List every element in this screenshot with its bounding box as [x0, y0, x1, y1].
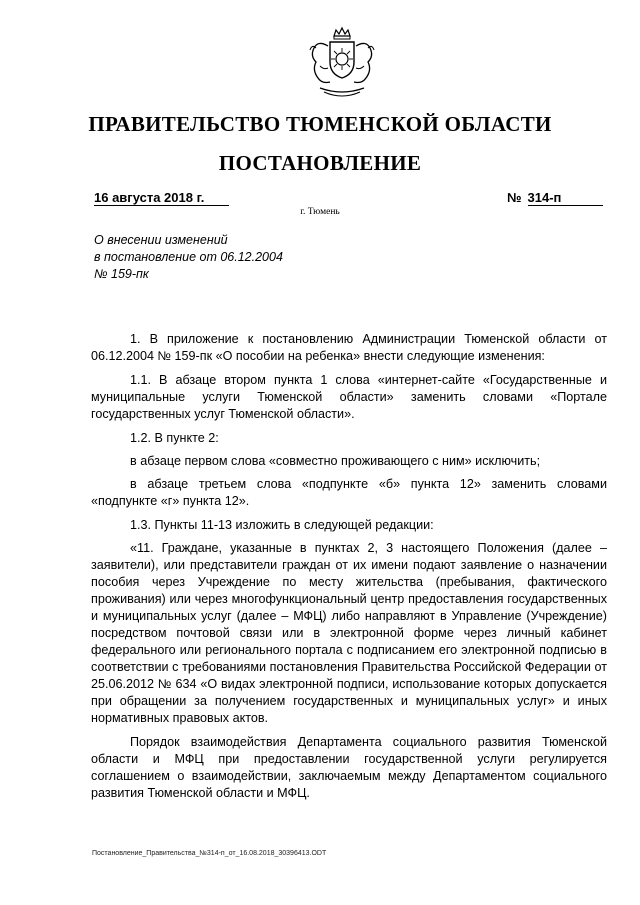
- subject-line: О внесении изменений: [94, 233, 228, 247]
- paragraph: «11. Граждане, указанные в пунктах 2, 3 настоящего Положения (далее – заявители), или представители граждан от их имени подают заявление о назначении пособия через Учреждение по месту жительства (пребывания, фактического проживания) или через многофункциональный центр предоставления государственных и муниципальных услуг (далее – МФЦ) либо направляют в Управление (Учреждение) посредством почтовой связи или в электронной форме через личный кабинет федерального или регионального портала с подписанием его электронной подписью в соответствии с требованиями постановления Правительства Российской Федерации от 25.06.2012 № 634 «О видах электронной подписи, использование которых допускается при обращении за получением государственных и муниципальных услуг» и иных нормативных правовых актов.: [91, 541, 607, 725]
- city-name: г. Тюмень: [300, 207, 340, 217]
- paragraph: в абзаце первом слова «совместно проживающего с ним» исключить;: [130, 454, 541, 468]
- document-number: [507, 190, 603, 206]
- subject-line: в постановление от 06.12.2004: [94, 250, 283, 264]
- subject-line: № 159-пк: [94, 267, 149, 281]
- document-body: [91, 331, 607, 809]
- number-value: 314-п: [528, 190, 603, 206]
- number-label: №: [507, 190, 522, 205]
- coat-of-arms-icon: [300, 26, 384, 100]
- paragraph: 1. В приложение к постановлению Администрации Тюменской области от 06.12.2004 № 159-пк «О пособии на ребенка» внести следующие изменения:: [91, 332, 607, 363]
- footer-file-name: Постановление_Правительства_№314-п_от_16.08.2018_30396413.ODT: [92, 850, 327, 857]
- paragraph: Порядок взаимодействия Департамента социального развития Тюменской области и МФЦ при предоставлении государственной услуги регулируется соглашением о взаимодействии, заключаемым между Департаментом социального развития Тюменской области и МФЦ.: [91, 735, 607, 800]
- paragraph: 1.1. В абзаце втором пункта 1 слова «интернет-сайте «Государственные и муниципальные услуги Тюменской области» заменить словами «Портале государственных услуг Тюменской области».: [91, 373, 607, 421]
- organization-title: ПРАВИТЕЛЬСТВО ТЮМЕНСКОЙ ОБЛАСТИ: [88, 112, 552, 136]
- paragraph: 1.2. В пункте 2:: [130, 431, 219, 445]
- document-subject: [94, 232, 283, 283]
- paragraph: 1.3. Пункты 11-13 изложить в следующей редакции:: [130, 518, 434, 532]
- document-type-title: ПОСТАНОВЛЕНИЕ: [218, 151, 422, 175]
- document-date: 16 августа 2018 г.: [94, 190, 229, 206]
- paragraph: в абзаце третьем слова «подпункте «б» пункта 12» заменить словами «подпункте «г» пункта 12».: [91, 477, 607, 508]
